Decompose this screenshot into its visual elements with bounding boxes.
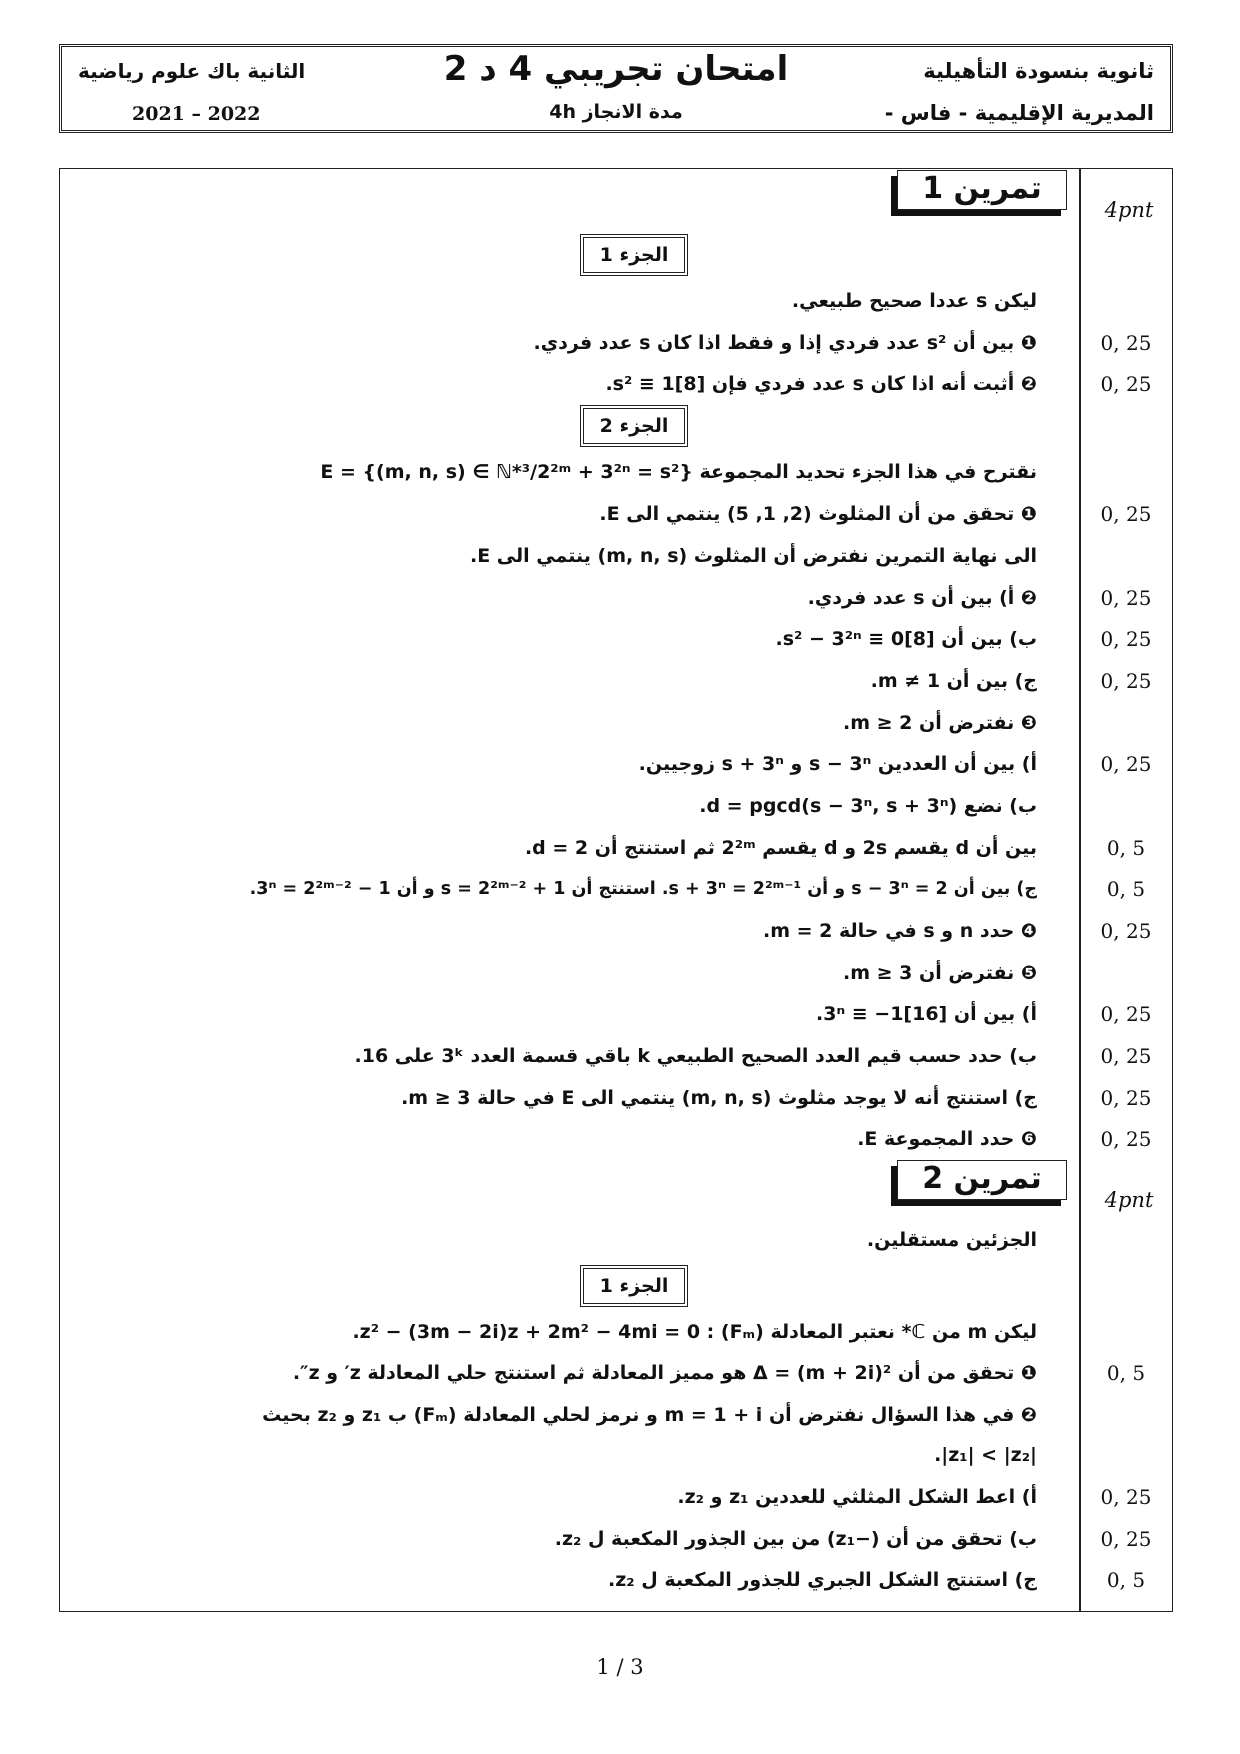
line-points: 0, 25 — [1100, 752, 1152, 776]
line-text: ❶ تحقق من أن Δ = (m + 2i)² هو مميز المعادلة ثم استنتج حلي المعادلة z′ و z″. — [292, 1362, 1037, 1384]
line-text: ليكن m من ℂ* نعتبر المعادلة (Fₘ) : z² − (3m − 2i)z + 2m² − 4mi = 0. — [352, 1321, 1037, 1343]
line-points: 0, 5 — [1106, 877, 1146, 901]
line-text: ج) استنتج أنه لا يوجد مثلوث (m, n, s) ينتمي الى E في حالة m ≥ 3. — [401, 1087, 1037, 1109]
line-points: 0, 25 — [1100, 1485, 1152, 1509]
exercise-1-line — [59, 830, 1173, 866]
line-text: ليكن s عددا صحيح طبيعي. — [791, 290, 1037, 312]
line-points: 0, 25 — [1100, 1086, 1152, 1110]
line-text: ❺ نفترض أن m ≥ 3. — [843, 962, 1037, 984]
exercise-1-line — [59, 1121, 1173, 1157]
exercise-2-line — [59, 1314, 1173, 1350]
line-points: 0, 25 — [1100, 627, 1152, 651]
line-text: نقترح في هذا الجزء تحديد المجموعة {E = {(m, n, s) ∈ ℕ*³/2²ᵐ + 3²ⁿ = s² — [320, 461, 1037, 483]
student-track: الثانية باك علوم رياضية — [78, 59, 306, 83]
line-text: ❶ بين أن s² عدد فردي إذا و فقط اذا كان s عدد فردي. — [533, 332, 1037, 354]
exercise-1-line — [59, 955, 1173, 991]
exercise-2-line — [59, 1521, 1173, 1557]
line-points: 0, 25 — [1100, 331, 1152, 355]
line-text: أ) بين أن العددين s − 3ⁿ و s + 3ⁿ زوجيين. — [638, 753, 1037, 775]
school-year: 2021 – 2022 — [132, 103, 261, 125]
exercise-1-line — [59, 454, 1173, 490]
exercise-1-line — [59, 788, 1173, 824]
exercise-1-line — [59, 871, 1173, 907]
line-points: 0, 25 — [1100, 1044, 1152, 1068]
directorate-name: المديرية الإقليمية - فاس - — [884, 101, 1154, 125]
line-points: 0, 5 — [1106, 836, 1146, 860]
line-text: ❷ أثبت أنه اذا كان s عدد فردي فإن s² ≡ 1[8]. — [605, 373, 1037, 395]
exercise-2-part-1-label: الجزء 1 — [580, 1265, 688, 1307]
line-text: ج) بين أن m ≠ 1. — [870, 670, 1037, 692]
line-points: 0, 25 — [1100, 1002, 1152, 1026]
exercise-2-title: تمرين 2 — [897, 1160, 1067, 1200]
line-text: ب) بين أن s² − 3²ⁿ ≡ 0[8]. — [775, 628, 1037, 650]
exercise-2-line — [59, 1355, 1173, 1391]
exercise-1-line — [59, 325, 1173, 361]
exercise-1-part-2-label: الجزء 2 — [580, 405, 688, 447]
exercise-1-line — [59, 705, 1173, 741]
line-text: الى نهاية التمرين نفترض أن المثلوث (m, n, s) ينتمي الى E. — [469, 545, 1037, 567]
exam-title: امتحان تجريبي 4 د 2 — [443, 49, 789, 89]
exercise-2-line — [59, 1437, 1173, 1473]
line-points: 0, 25 — [1100, 372, 1152, 396]
line-text: ب) تحقق من أن (−z₁) من بين الجذور المكعبة ل z₂. — [554, 1528, 1037, 1550]
exercise-2-line — [59, 1562, 1173, 1598]
exercise-1-line — [59, 913, 1173, 949]
exercise-1-line — [59, 663, 1173, 699]
exercise-2-points: 4pnt — [1104, 1188, 1154, 1212]
exercise-1-line — [59, 580, 1173, 616]
line-text: ❷ في هذا السؤال نفترض أن m = 1 + i و نرمز لحلي المعادلة (Fₘ) ب z₁ و z₂ بحيث — [262, 1404, 1037, 1426]
line-points: 0, 5 — [1106, 1361, 1146, 1385]
line-text: ج) بين أن s − 3ⁿ = 2 و أن s + 3ⁿ = 2²ᵐ⁻¹. استنتج أن s = 2²ᵐ⁻² + 1 و أن 3ⁿ = 2²ᵐ⁻² − 1. — [249, 879, 1037, 899]
line-points: 0, 25 — [1100, 919, 1152, 943]
page-number: 1 / 3 — [596, 1655, 644, 1679]
exam-duration: مدة الانجاز 4h — [549, 101, 683, 123]
exercise-2-line — [59, 1397, 1173, 1433]
exercise-2-line — [59, 1222, 1173, 1258]
exercise-1-line — [59, 1080, 1173, 1116]
line-text: ❻ حدد المجموعة E. — [857, 1128, 1037, 1150]
exercise-1-line — [59, 1038, 1173, 1074]
exercise-1-line — [59, 538, 1173, 574]
exercise-1-line — [59, 366, 1173, 402]
line-text: ب) حدد حسب قيم العدد الصحيح الطبيعي k باقي قسمة العدد 3ᵏ على 16. — [354, 1045, 1037, 1067]
line-text: ب) نضع d = pgcd(s − 3ⁿ, s + 3ⁿ). — [699, 795, 1037, 817]
exercise-1-line — [59, 283, 1173, 319]
exercise-1-line — [59, 996, 1173, 1032]
line-points: 0, 25 — [1100, 669, 1152, 693]
exercise-1-line — [59, 746, 1173, 782]
line-text: |z₁| < |z₂|. — [934, 1444, 1037, 1466]
line-text: بين أن d يقسم 2s و d يقسم 2²ᵐ ثم استنتج أن d = 2. — [524, 837, 1037, 859]
school-name: ثانوية بنسودة التأهيلية — [923, 59, 1154, 83]
line-points: 0, 25 — [1100, 1127, 1152, 1151]
line-text: الجزئين مستقلين. — [866, 1229, 1037, 1251]
exercise-1-part-1-label: الجزء 1 — [580, 234, 688, 276]
line-text: ❷ أ) بين أن s عدد فردي. — [807, 587, 1037, 609]
exercise-1-line — [59, 621, 1173, 657]
line-points: 0, 25 — [1100, 502, 1152, 526]
exam-header — [59, 44, 1173, 133]
line-text: ❸ نفترض أن m ≥ 2. — [843, 712, 1037, 734]
exercise-1-title: تمرين 1 — [897, 170, 1067, 210]
exercise-2-line — [59, 1479, 1173, 1515]
line-points: 0, 25 — [1100, 1527, 1152, 1551]
line-text: ج) استنتج الشكل الجبري للجذور المكعبة ل z₂. — [608, 1569, 1037, 1591]
line-text: ❶ تحقق من أن المثلوث (2, 1, 5) ينتمي الى E. — [599, 503, 1037, 525]
line-text: ❹ حدد n و s في حالة m = 2. — [762, 920, 1037, 942]
line-points: 0, 5 — [1106, 1568, 1146, 1592]
line-text: أ) بين أن 3ⁿ ≡ −1[16]. — [816, 1003, 1037, 1025]
line-points: 0, 25 — [1100, 586, 1152, 610]
exercise-1-line — [59, 496, 1173, 532]
line-text: أ) اعط الشكل المثلثي للعددين z₁ و z₂. — [677, 1486, 1037, 1508]
exercise-1-points: 4pnt — [1104, 198, 1154, 222]
